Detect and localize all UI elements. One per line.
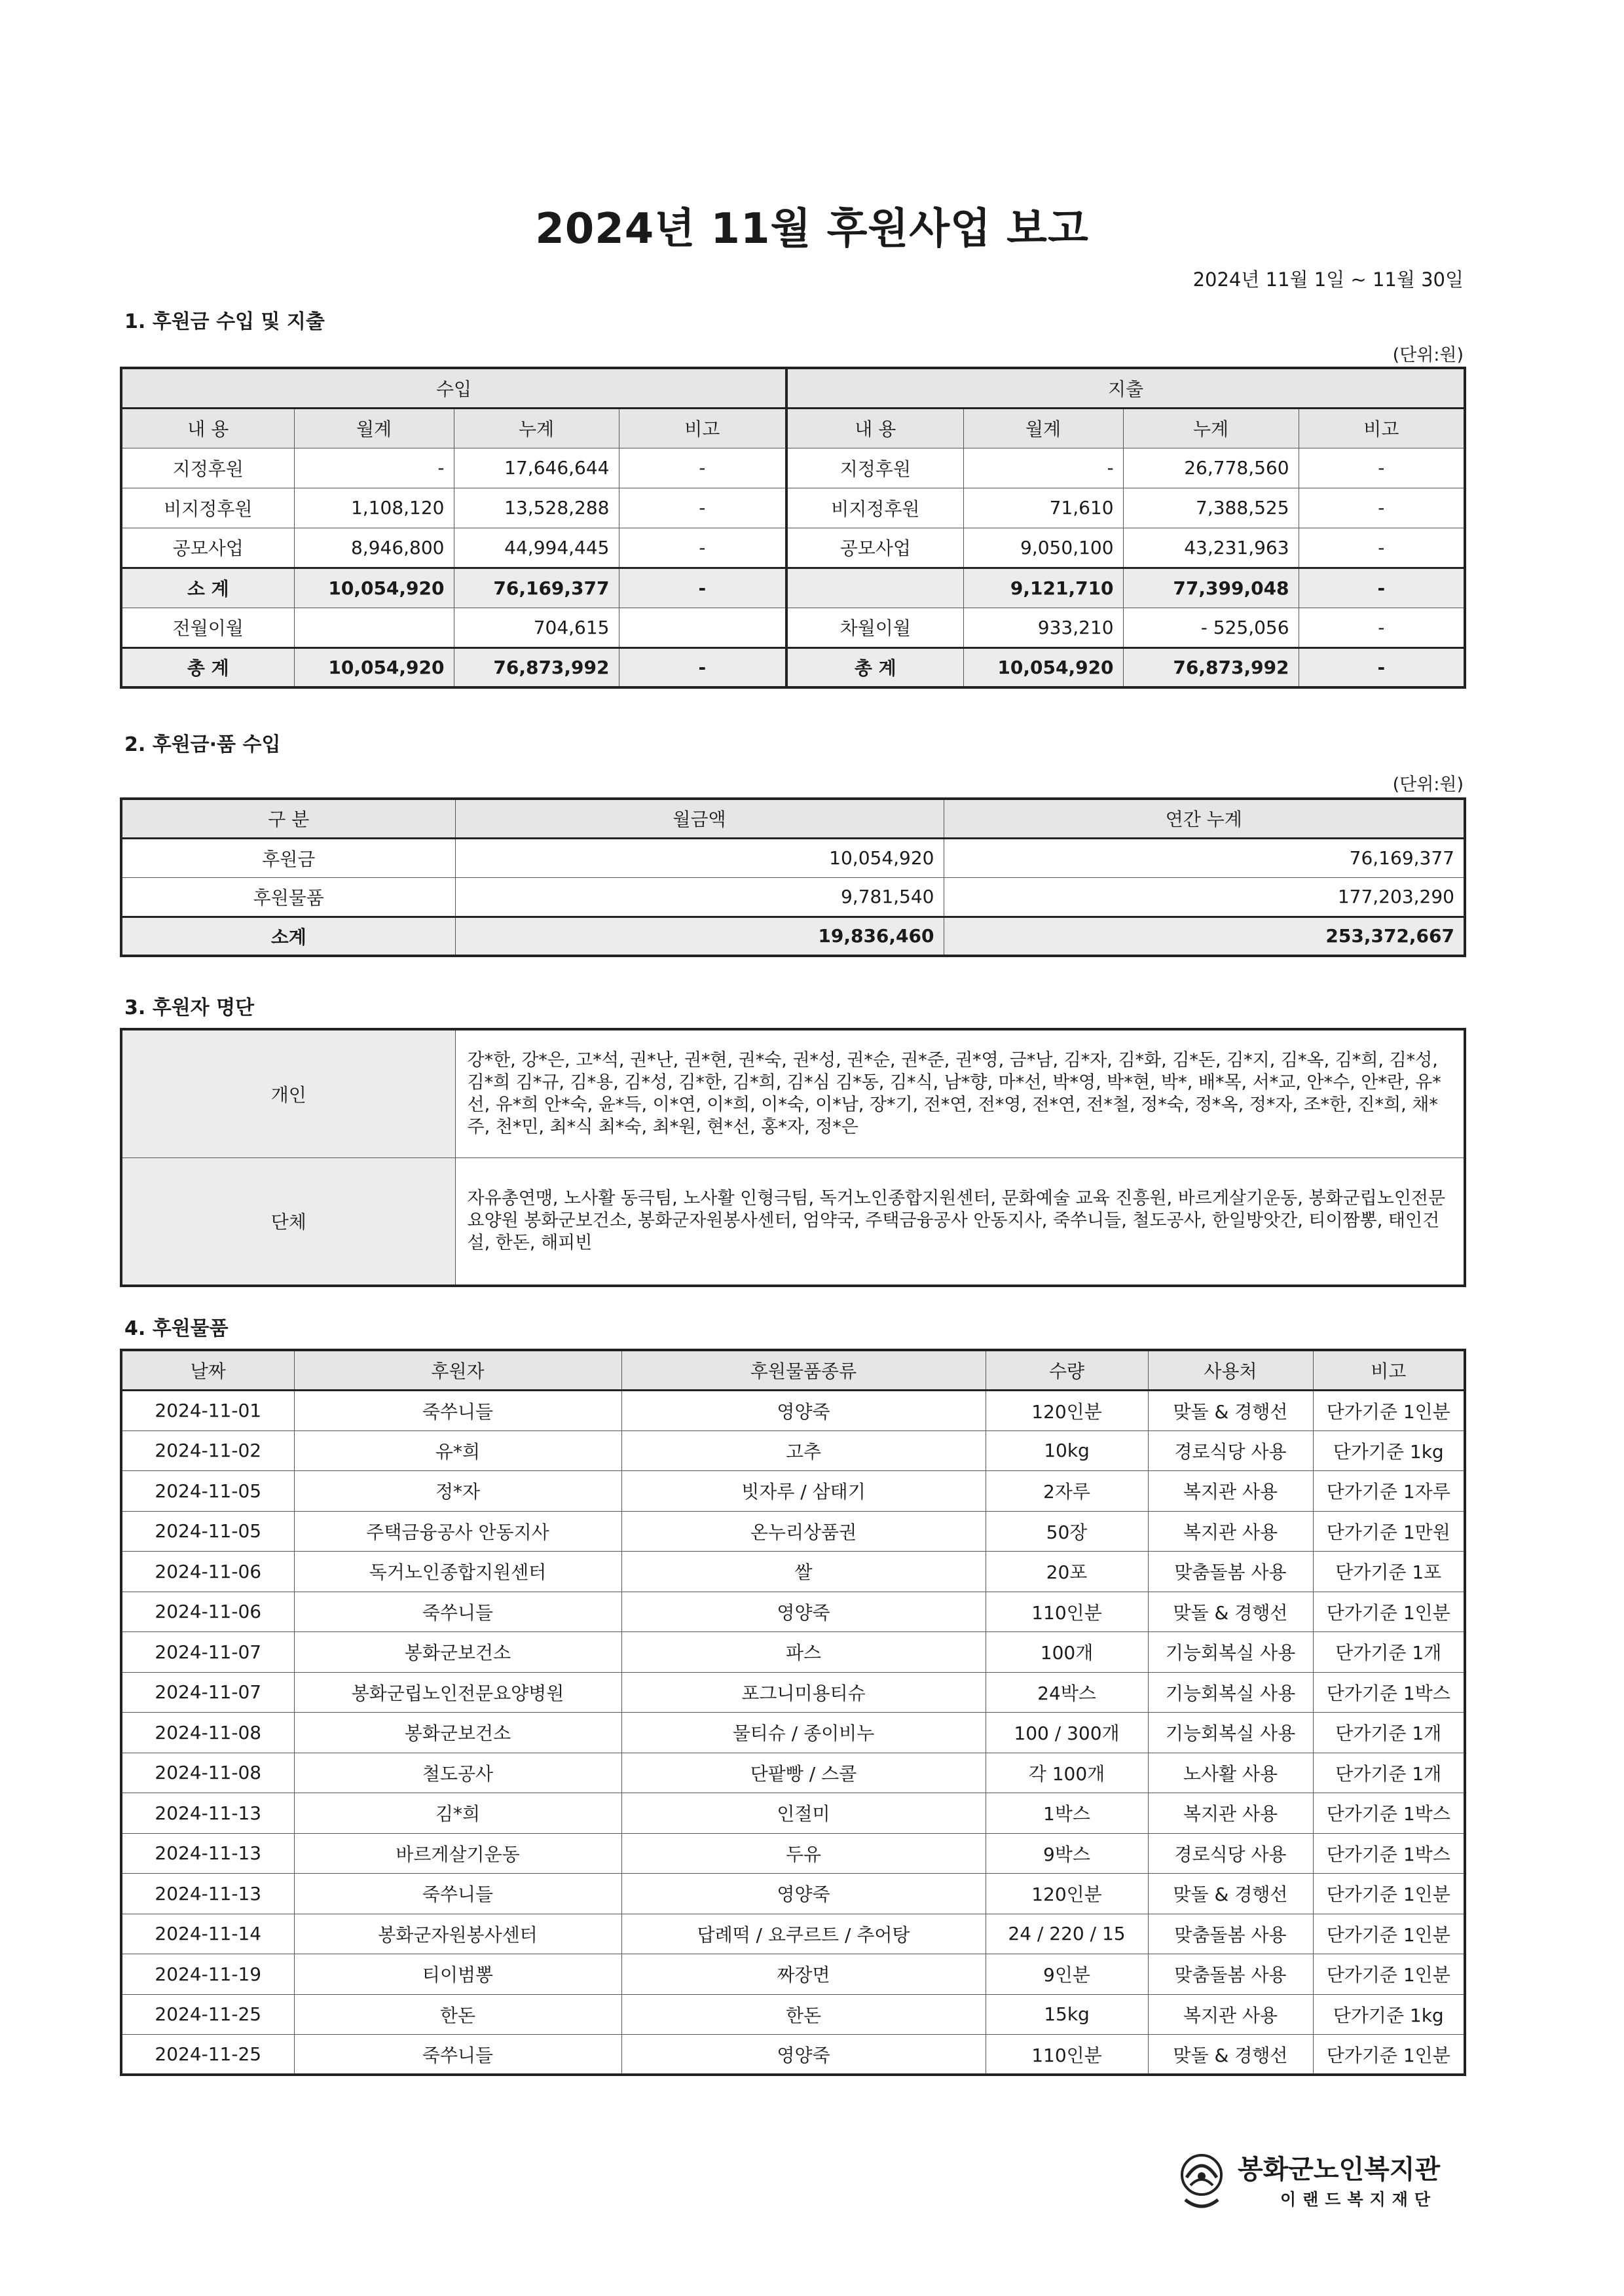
table-row — [121, 528, 1465, 568]
table-cell: 20포 — [986, 1552, 1148, 1592]
table-cell: 죽쑤니들 — [294, 1592, 621, 1632]
table-cell: 단가기준 1개 — [1313, 1632, 1465, 1673]
table-cell — [294, 608, 454, 647]
table-cell: 2024-11-08 — [121, 1713, 294, 1753]
donor-list-table — [120, 1028, 1466, 1287]
individual-names: 강*한, 강*은, 고*석, 권*난, 권*현, 권*숙, 권*성, 권*순, 권*준, 권*영, 금*남, 김*자, 김*화, 김*돈, 김*지, 김*옥, 김*희, 김*성, 김*희 김*규, 김*용, 김*성, 김*한, 김*희, 김*심 김*동, 김*식, 남*향, 마*선, 박*영, 박*현, 박*, 배*목, 서*교, 안*수, 안*란, 유*선, 유*희 안*숙, 윤*득, 이*연, 이*희, 이*숙, 이*남, 장*기, 전*연, 전*영, 전*연, 전*철, 정*숙, 정*옥, 정*자, 조*한, 진*희, 채*주, 천*민, 최*식 최*숙, 최*원, 현*선, 홍*자, 정*은 — [455, 1029, 1465, 1157]
table-cell: 단가기준 1kg — [1313, 1994, 1465, 2035]
table-row — [121, 1592, 1465, 1632]
table-cell: 한돈 — [294, 1994, 621, 2035]
table-cell: 영양죽 — [621, 1391, 986, 1431]
table-row — [121, 1471, 1465, 1512]
table-cell: 맞돌 & 경행선 — [1148, 1874, 1313, 1914]
table-cell: 단가기준 1개 — [1313, 1753, 1465, 1793]
table-cell: 단가기준 1인분 — [1313, 2035, 1465, 2075]
table-cell: 2024-11-19 — [121, 1954, 294, 1995]
table-cell: 100 / 300개 — [986, 1713, 1148, 1753]
table-cell: 단가기준 1포 — [1313, 1552, 1465, 1592]
table-cell: 9,121,710 — [963, 568, 1123, 608]
table-cell: 포그니미용티슈 — [621, 1672, 986, 1713]
table-cell: 후원물품 — [121, 877, 455, 917]
column-header: 연간 누계 — [944, 799, 1465, 838]
individual-label: 개인 — [121, 1029, 455, 1157]
table-cell: 50장 — [986, 1511, 1148, 1552]
table-cell: 영양죽 — [621, 1592, 986, 1632]
table-cell: 71,610 — [963, 488, 1123, 528]
table-cell: 유*희 — [294, 1430, 621, 1471]
section-3-title: 3. 후원자 명단 — [124, 996, 255, 1019]
table-cell: 100개 — [986, 1632, 1148, 1673]
table-cell: 맞돌 & 경행선 — [1148, 1391, 1313, 1431]
table-cell: 2024-11-13 — [121, 1874, 294, 1914]
table-cell: - — [619, 488, 786, 528]
income-expense-table — [120, 367, 1466, 689]
table-cell: 온누리상품권 — [621, 1511, 986, 1552]
table-cell: 76,873,992 — [1123, 647, 1299, 687]
table-cell: 단가기준 1인분 — [1313, 1874, 1465, 1914]
section-2-title: 2. 후원금·품 수입 — [124, 733, 281, 756]
table-cell: 비지정후원 — [121, 488, 294, 528]
table-cell: - 525,056 — [1123, 608, 1299, 647]
table-cell: 두유 — [621, 1833, 986, 1874]
table-row — [121, 1914, 1465, 1954]
table-cell: 지정후원 — [786, 448, 963, 488]
table-cell: 봉화군자원봉사센터 — [294, 1914, 621, 1954]
table-cell: 단가기준 1인분 — [1313, 1592, 1465, 1632]
table-cell: 110인분 — [986, 1592, 1148, 1632]
table-row — [121, 917, 1465, 956]
table-row — [121, 1874, 1465, 1914]
table-cell: 봉화군보건소 — [294, 1632, 621, 1673]
table-row — [121, 488, 1465, 528]
table-row — [121, 1793, 1465, 1834]
table-row — [121, 2035, 1465, 2075]
table-cell: 경로식당 사용 — [1148, 1430, 1313, 1471]
table-cell: 177,203,290 — [944, 877, 1465, 917]
table-cell: 2024-11-08 — [121, 1753, 294, 1793]
table-cell: 영양죽 — [621, 2035, 986, 2075]
organization-name: 봉화군노인복지관 — [1238, 2155, 1441, 2185]
table-cell: - — [619, 568, 786, 608]
table-cell: 2024-11-05 — [121, 1511, 294, 1552]
table-cell: - — [1299, 488, 1465, 528]
table-cell: 110인분 — [986, 2035, 1148, 2075]
table-cell: 철도공사 — [294, 1753, 621, 1793]
column-header: 누계 — [1123, 408, 1299, 448]
table-cell: 총 계 — [121, 647, 294, 687]
table-cell: 2024-11-13 — [121, 1833, 294, 1874]
table-cell: 120인분 — [986, 1874, 1148, 1914]
table-cell: 복지관 사용 — [1148, 1511, 1313, 1552]
table-cell: 2024-11-05 — [121, 1471, 294, 1512]
table-cell: 독거노인종합지원센터 — [294, 1552, 621, 1592]
table-cell: 17,646,644 — [454, 448, 619, 488]
table-cell: 단가기준 1자루 — [1313, 1471, 1465, 1512]
table-cell — [619, 608, 786, 647]
report-period: 2024년 11월 1일 ~ 11월 30일 — [1192, 268, 1464, 291]
table-cell: 각 100개 — [986, 1753, 1148, 1793]
table-row — [121, 1994, 1465, 2035]
table-cell — [786, 568, 963, 608]
table-cell: 10,054,920 — [963, 647, 1123, 687]
table-cell: 253,372,667 — [944, 917, 1465, 956]
table-cell: 고추 — [621, 1430, 986, 1471]
table-cell: 단가기준 1박스 — [1313, 1833, 1465, 1874]
table-row — [121, 1552, 1465, 1592]
table-cell: 후원금 — [121, 838, 455, 877]
table-cell: 1,108,120 — [294, 488, 454, 528]
expense-header: 지출 — [786, 368, 1465, 408]
group-label: 단체 — [121, 1157, 455, 1286]
table-row — [121, 1954, 1465, 1995]
table-cell: 단가기준 1만원 — [1313, 1511, 1465, 1552]
column-header: 날짜 — [121, 1350, 294, 1391]
table-cell: - — [963, 448, 1123, 488]
table-cell: 24 / 220 / 15 — [986, 1914, 1148, 1954]
donated-goods-table — [120, 1349, 1466, 2076]
table-cell: 43,231,963 — [1123, 528, 1299, 568]
table-cell: - — [619, 647, 786, 687]
table-cell: 26,778,560 — [1123, 448, 1299, 488]
table-cell: 77,399,048 — [1123, 568, 1299, 608]
table-cell: 인절미 — [621, 1793, 986, 1834]
donor-row-group — [121, 1157, 1465, 1286]
table-cell: 9,050,100 — [963, 528, 1123, 568]
table-cell: 봉화군보건소 — [294, 1713, 621, 1753]
table-cell: 2024-11-01 — [121, 1391, 294, 1431]
table-cell: 기능회복실 사용 — [1148, 1672, 1313, 1713]
table-cell: 맞돌 & 경행선 — [1148, 1592, 1313, 1632]
table-row — [121, 1511, 1465, 1552]
donor-row-individual — [121, 1029, 1465, 1157]
summary-column-header — [121, 799, 1465, 838]
table-cell: 76,169,377 — [454, 568, 619, 608]
table-cell: 경로식당 사용 — [1148, 1833, 1313, 1874]
table-cell: 10kg — [986, 1430, 1148, 1471]
table-cell: 복지관 사용 — [1148, 1994, 1313, 2035]
table-cell: 정*자 — [294, 1471, 621, 1512]
table-cell: 맞돌 & 경행선 — [1148, 2035, 1313, 2075]
table-row — [121, 1753, 1465, 1793]
table-cell: 단가기준 1인분 — [1313, 1954, 1465, 1995]
table-cell: - — [1299, 448, 1465, 488]
table-cell: 단가기준 1박스 — [1313, 1793, 1465, 1834]
page-title: 2024년 11월 후원사업 보고 — [535, 205, 1089, 253]
goods-column-header — [121, 1350, 1465, 1391]
table-cell: 2024-11-14 — [121, 1914, 294, 1954]
table-cell: 한돈 — [621, 1994, 986, 2035]
table-cell: 15kg — [986, 1994, 1148, 2035]
table-cell: 704,615 — [454, 608, 619, 647]
donation-summary-table — [120, 797, 1466, 957]
section-4-title: 4. 후원물품 — [124, 1317, 229, 1340]
table-cell: 답례떡 / 요쿠르트 / 추어탕 — [621, 1914, 986, 1954]
table-cell: 9,781,540 — [455, 877, 944, 917]
table-row — [121, 647, 1465, 687]
table-cell: 전월이월 — [121, 608, 294, 647]
table-cell: 파스 — [621, 1632, 986, 1673]
table-cell: 기능회복실 사용 — [1148, 1713, 1313, 1753]
table-cell: 소계 — [121, 917, 455, 956]
table-cell: 1박스 — [986, 1793, 1148, 1834]
table-cell: 기능회복실 사용 — [1148, 1632, 1313, 1673]
column-header: 구 분 — [121, 799, 455, 838]
table-cell: 2024-11-07 — [121, 1632, 294, 1673]
section-2-unit: (단위:원) — [1392, 774, 1464, 795]
table-cell: - — [619, 528, 786, 568]
column-header: 비고 — [1313, 1350, 1465, 1391]
table-cell: 단팥빵 / 스콜 — [621, 1753, 986, 1793]
table-cell: 공모사업 — [121, 528, 294, 568]
table-cell: 2024-11-25 — [121, 1994, 294, 2035]
table-cell: 빗자루 / 삼태기 — [621, 1471, 986, 1512]
table-cell: 2024-11-02 — [121, 1430, 294, 1471]
table-cell: 공모사업 — [786, 528, 963, 568]
table-cell: 2024-11-06 — [121, 1552, 294, 1592]
group-names: 자유총연맹, 노사활 동극팀, 노사활 인형극팀, 독거노인종합지원센터, 문화예술 교육 진흥원, 바르게살기운동, 봉화군립노인전문요양원 봉화군보건소, 봉화군자원봉사센터, 엄약국, 주택금융공사 안동지사, 죽쑤니들, 철도공사, 한일방앗간, 티이짬뽕, 태인건설, 한돈, 해피빈 — [455, 1157, 1465, 1286]
section-1-title: 1. 후원금 수입 및 지출 — [124, 310, 325, 333]
column-header: 누계 — [454, 408, 619, 448]
table-cell: 맞춤돌봄 사용 — [1148, 1552, 1313, 1592]
table-cell: - — [294, 448, 454, 488]
table-cell: 비지정후원 — [786, 488, 963, 528]
table-cell: 76,873,992 — [454, 647, 619, 687]
column-header: 비고 — [619, 408, 786, 448]
column-header: 후원물품종류 — [621, 1350, 986, 1391]
table-cell: 2024-11-13 — [121, 1793, 294, 1834]
table-row — [121, 1632, 1465, 1673]
table-cell: 2024-11-07 — [121, 1672, 294, 1713]
table-cell: 10,054,920 — [294, 647, 454, 687]
table-cell: 죽쑤니들 — [294, 1391, 621, 1431]
table-row — [121, 1430, 1465, 1471]
column-header: 월계 — [963, 408, 1123, 448]
table-cell: - — [1299, 608, 1465, 647]
table-cell: 주택금융공사 안동지사 — [294, 1511, 621, 1552]
table-cell: 단가기준 1박스 — [1313, 1672, 1465, 1713]
table-cell: 10,054,920 — [294, 568, 454, 608]
table-cell: 44,994,445 — [454, 528, 619, 568]
table-cell: 짜장면 — [621, 1954, 986, 1995]
table-cell: 죽쑤니들 — [294, 2035, 621, 2075]
table-cell: 총 계 — [786, 647, 963, 687]
table-cell: - — [619, 448, 786, 488]
column-header: 수량 — [986, 1350, 1148, 1391]
table-row — [121, 1391, 1465, 1431]
column-header: 사용처 — [1148, 1350, 1313, 1391]
organization-logo — [1172, 2147, 1480, 2219]
table-cell: 맞춤돌봄 사용 — [1148, 1914, 1313, 1954]
table-cell: 죽쑤니들 — [294, 1874, 621, 1914]
table-cell: 김*희 — [294, 1793, 621, 1834]
table-cell: 소 계 — [121, 568, 294, 608]
table-row — [121, 448, 1465, 488]
column-header: 내 용 — [121, 408, 294, 448]
income-expense-group-header — [121, 368, 1465, 408]
table-cell: 영양죽 — [621, 1874, 986, 1914]
column-header: 후원자 — [294, 1350, 621, 1391]
table-cell: 76,169,377 — [944, 838, 1465, 877]
table-cell: 10,054,920 — [455, 838, 944, 877]
table-cell: 단가기준 1인분 — [1313, 1391, 1465, 1431]
table-cell: 9박스 — [986, 1833, 1148, 1874]
table-cell: 복지관 사용 — [1148, 1471, 1313, 1512]
organization-foundation: 이랜드복지재단 — [1280, 2190, 1437, 2209]
income-header: 수입 — [121, 368, 786, 408]
table-cell: 바르게살기운동 — [294, 1833, 621, 1874]
table-row — [121, 608, 1465, 647]
table-row — [121, 838, 1465, 877]
table-cell: 복지관 사용 — [1148, 1793, 1313, 1834]
table-cell: 쌀 — [621, 1552, 986, 1592]
table-cell: 13,528,288 — [454, 488, 619, 528]
column-header: 내 용 — [786, 408, 963, 448]
table-cell: 노사활 사용 — [1148, 1753, 1313, 1793]
table-cell: 단가기준 1kg — [1313, 1430, 1465, 1471]
table-cell: 단가기준 1개 — [1313, 1713, 1465, 1753]
table-row — [121, 1833, 1465, 1874]
table-cell: 단가기준 1인분 — [1313, 1914, 1465, 1954]
table-cell: 2024-11-06 — [121, 1592, 294, 1632]
logo-emblem-icon — [1172, 2147, 1231, 2213]
table-cell: 2자루 — [986, 1471, 1148, 1512]
table-row — [121, 1713, 1465, 1753]
table-cell: 120인분 — [986, 1391, 1148, 1431]
table-cell: 8,946,800 — [294, 528, 454, 568]
column-header: 비고 — [1299, 408, 1465, 448]
table-cell: 24박스 — [986, 1672, 1148, 1713]
table-cell: 19,836,460 — [455, 917, 944, 956]
column-header: 월계 — [294, 408, 454, 448]
income-expense-column-header — [121, 408, 1465, 448]
table-cell: 지정후원 — [121, 448, 294, 488]
table-cell: 7,388,525 — [1123, 488, 1299, 528]
table-cell: 물티슈 / 종이비누 — [621, 1713, 986, 1753]
table-cell: - — [1299, 568, 1465, 608]
table-cell: 봉화군립노인전문요양병원 — [294, 1672, 621, 1713]
table-row — [121, 877, 1465, 917]
table-cell: 933,210 — [963, 608, 1123, 647]
table-cell: 2024-11-25 — [121, 2035, 294, 2075]
table-cell: 차월이월 — [786, 608, 963, 647]
table-cell: 티이범뽕 — [294, 1954, 621, 1995]
table-row — [121, 568, 1465, 608]
table-row — [121, 1672, 1465, 1713]
table-cell: - — [1299, 528, 1465, 568]
table-cell: 맞춤돌봄 사용 — [1148, 1954, 1313, 1995]
table-cell: - — [1299, 647, 1465, 687]
column-header: 월금액 — [455, 799, 944, 838]
section-1-unit: (단위:원) — [1392, 345, 1464, 365]
table-cell: 9인분 — [986, 1954, 1148, 1995]
